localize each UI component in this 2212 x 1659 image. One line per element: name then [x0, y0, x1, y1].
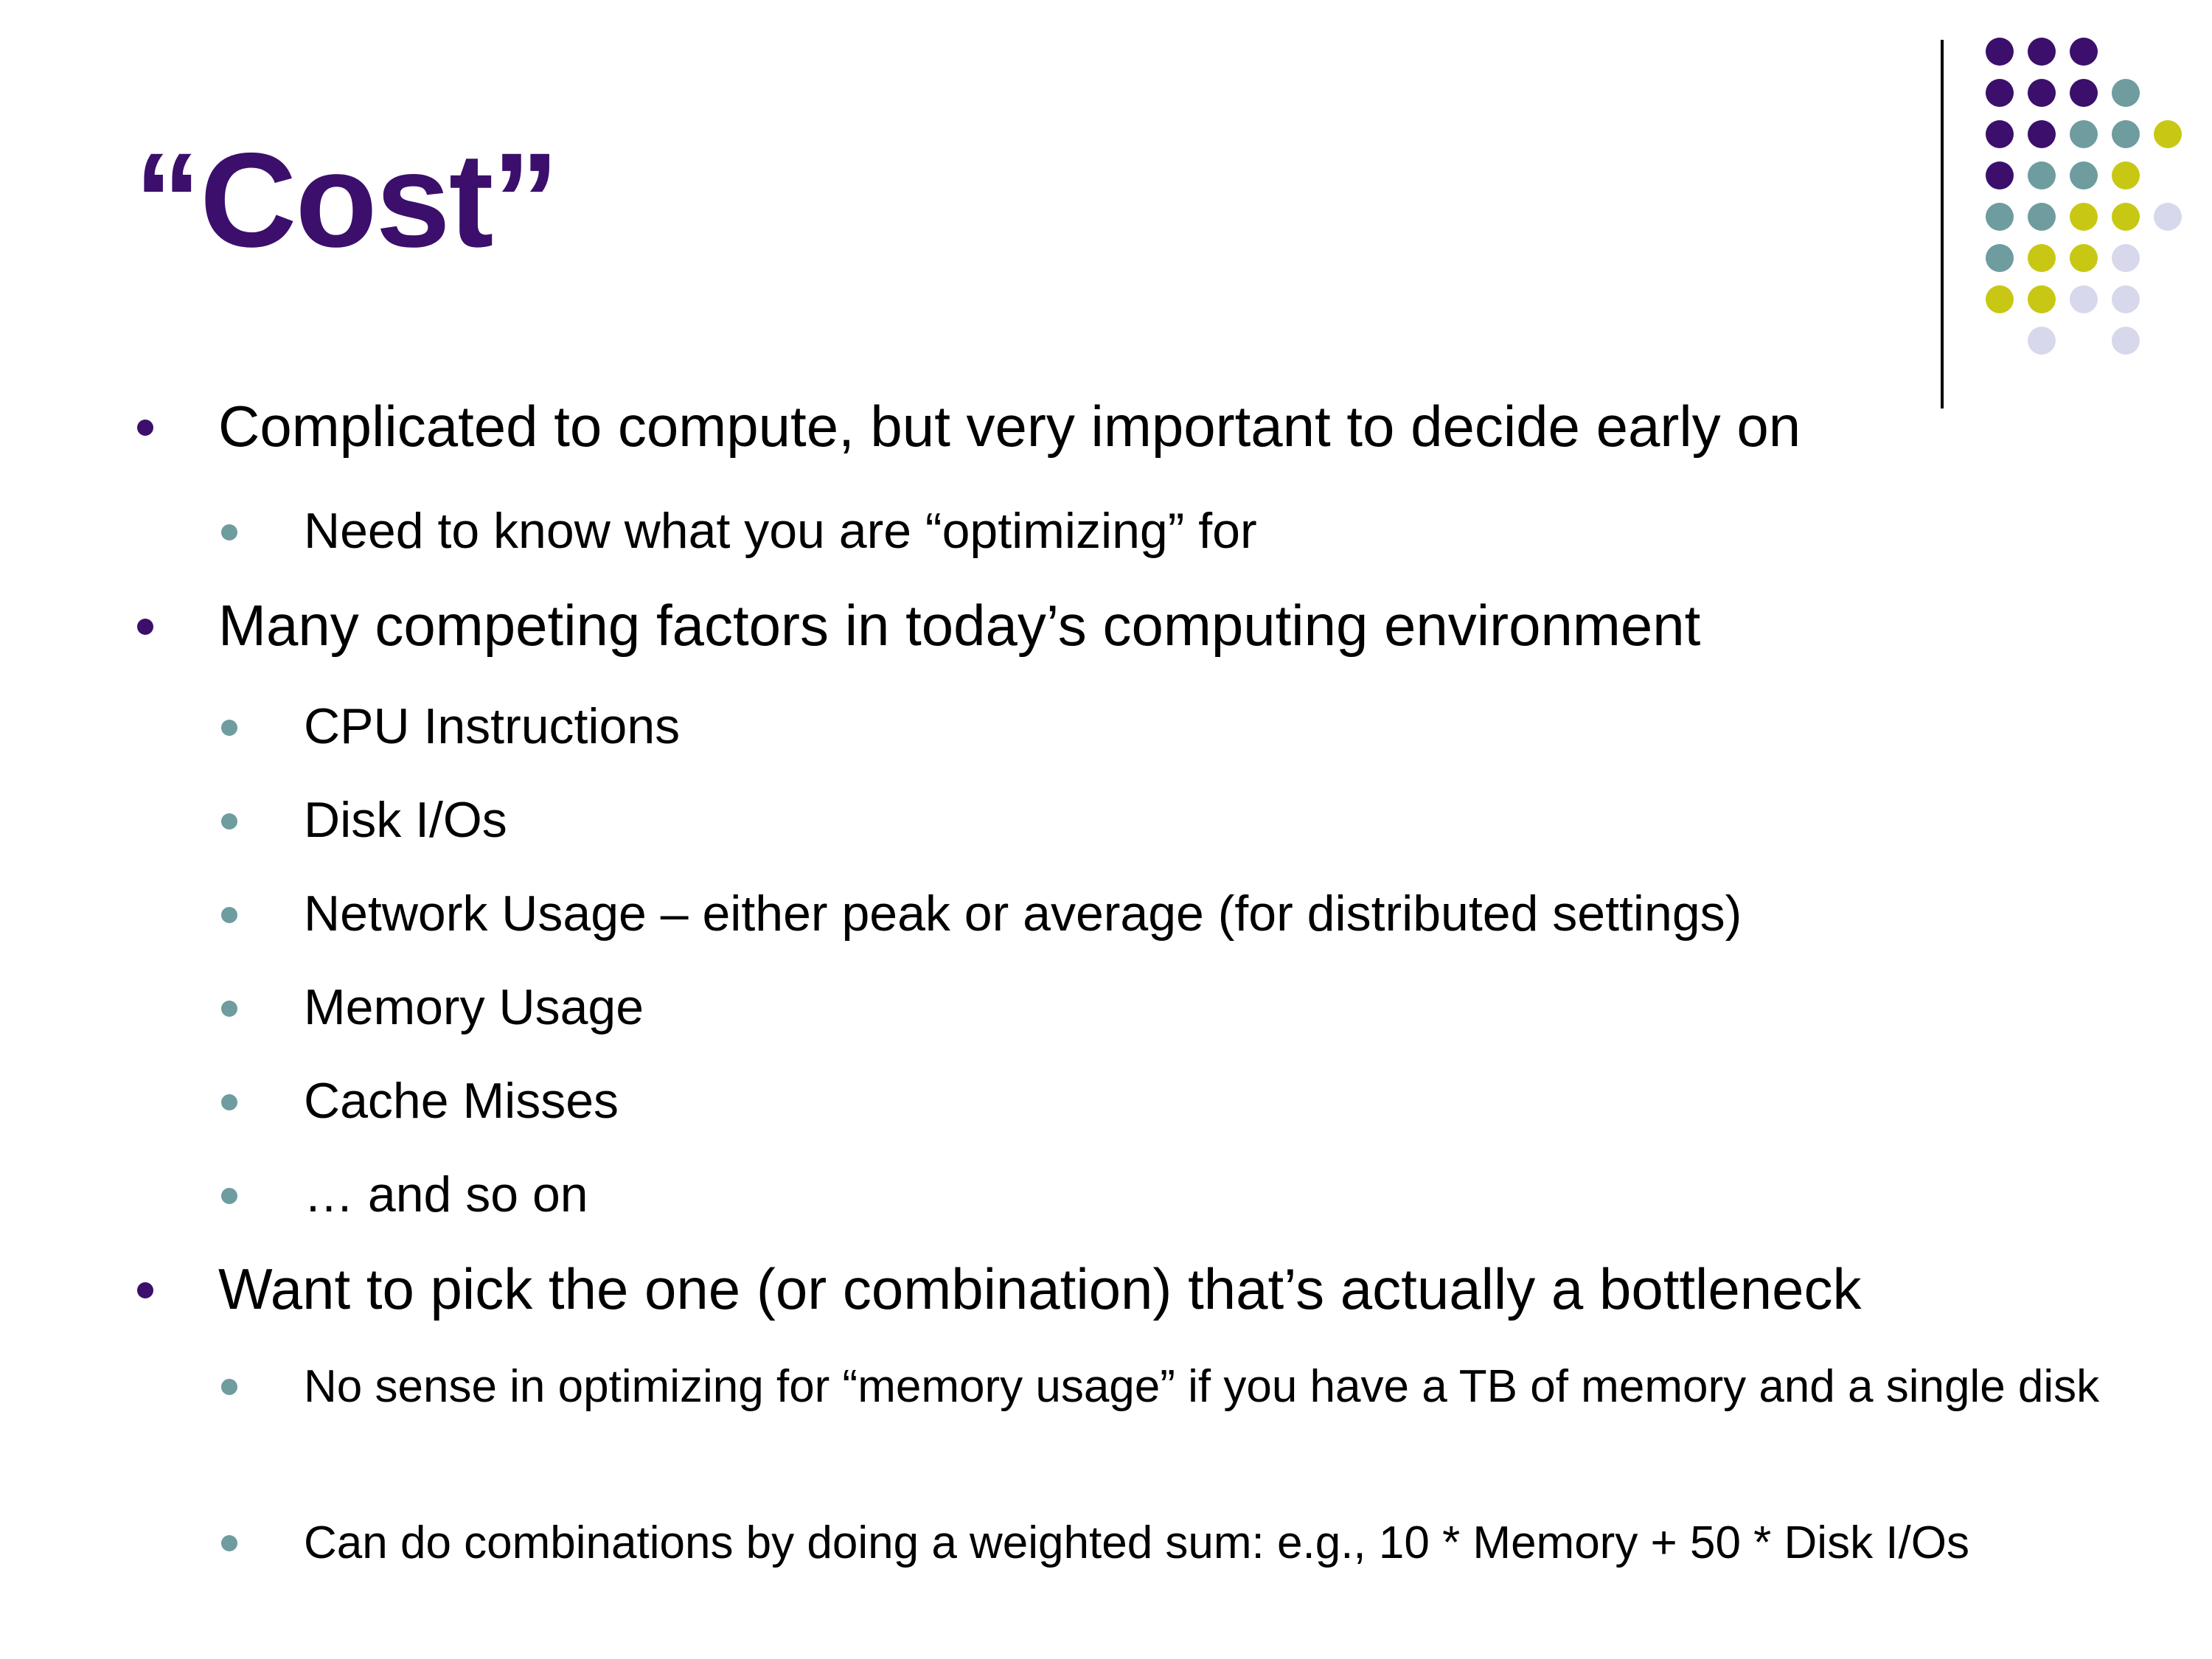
decorative-dot	[1986, 161, 2014, 189]
decorative-dot	[2028, 79, 2056, 107]
sub-bullet-item	[304, 978, 644, 1036]
decorative-dot	[2028, 120, 2056, 148]
bullet-dot-icon	[221, 524, 237, 540]
bullet-text: Want to pick the one (or combination) that’s actually a bottleneck	[218, 1256, 1862, 1321]
decorative-dot	[2028, 38, 2056, 66]
decorative-dot	[2112, 79, 2140, 107]
sub-bullet-item	[304, 698, 680, 755]
sub-bullet-item	[304, 1352, 2177, 1422]
sub-bullet-item	[304, 791, 507, 849]
bullet-text: Cache Misses	[304, 1073, 619, 1129]
bullet-dot-icon	[221, 813, 237, 830]
bullet-dot-icon	[221, 907, 237, 923]
decorative-dot	[1986, 120, 2014, 148]
bullet-dot-icon	[221, 1379, 237, 1395]
sub-bullet-item	[304, 502, 1257, 560]
bullet-item	[218, 1256, 1862, 1322]
bullet-text: Many competing factors in today’s computing environment	[218, 593, 1701, 658]
bullet-text: Disk I/Os	[304, 792, 507, 848]
decorative-dot	[2070, 285, 2098, 313]
decorative-dot	[2028, 203, 2056, 231]
decorative-dot	[2154, 120, 2182, 148]
decorative-dot	[2028, 327, 2056, 355]
bullet-dot-icon	[221, 720, 237, 736]
decorative-dot	[2112, 161, 2140, 189]
sub-bullet-item	[304, 1072, 619, 1130]
decorative-dot	[2070, 38, 2098, 66]
decorative-dot	[2112, 327, 2140, 355]
decorative-dot	[1986, 244, 2014, 272]
bullet-text: CPU Instructions	[304, 698, 681, 754]
decorative-dot	[2028, 285, 2056, 313]
bullet-dot-icon	[137, 619, 153, 635]
sub-bullet-item	[304, 1508, 2177, 1579]
slide-title: “Cost”	[134, 125, 558, 275]
decorative-dot	[1986, 38, 2014, 66]
decorative-dot	[2070, 161, 2098, 189]
bullet-item	[218, 592, 1700, 658]
bullet-text: Complicated to compute, but very important to decide early on	[218, 394, 1801, 459]
bullet-dot-icon	[221, 1188, 237, 1204]
decorative-dot	[2028, 244, 2056, 272]
decorative-dot	[2154, 203, 2182, 231]
bullet-text: No sense in optimizing for “memory usage” if you have a TB of memory and a single disk	[304, 1361, 2100, 1412]
decorative-dot	[1986, 79, 2014, 107]
title-divider-line	[1941, 40, 1944, 408]
decorative-dot	[2070, 79, 2098, 107]
decorative-dot	[2112, 120, 2140, 148]
bullet-text: Memory Usage	[304, 979, 644, 1035]
bullet-dot-icon	[137, 1282, 153, 1298]
bullet-text: Network Usage – either peak or average (for distributed settings)	[304, 886, 1742, 942]
decorative-dot	[2112, 244, 2140, 272]
bullet-text: Can do combinations by doing a weighted sum: e.g., 10 * Memory + 50 * Disk I/Os	[304, 1517, 1969, 1568]
decorative-dot	[2112, 285, 2140, 313]
bullet-dot-icon	[221, 1094, 237, 1110]
bullet-dot-icon	[221, 1535, 237, 1551]
decorative-dot	[1986, 203, 2014, 231]
decorative-dot	[2112, 203, 2140, 231]
sub-bullet-item	[304, 1166, 588, 1223]
decorative-dot	[2070, 120, 2098, 148]
decorative-dot	[1986, 285, 2014, 313]
decorative-dot	[2070, 203, 2098, 231]
bullet-dot-icon	[137, 420, 153, 436]
bullet-item	[218, 393, 1801, 459]
bullet-dot-icon	[221, 1001, 237, 1017]
decorative-dot	[2028, 161, 2056, 189]
sub-bullet-item	[304, 885, 1742, 942]
bullet-text: … and so on	[304, 1166, 588, 1222]
bullet-text: Need to know what you are “optimizing” for	[304, 503, 1257, 559]
decorative-dot	[2070, 244, 2098, 272]
